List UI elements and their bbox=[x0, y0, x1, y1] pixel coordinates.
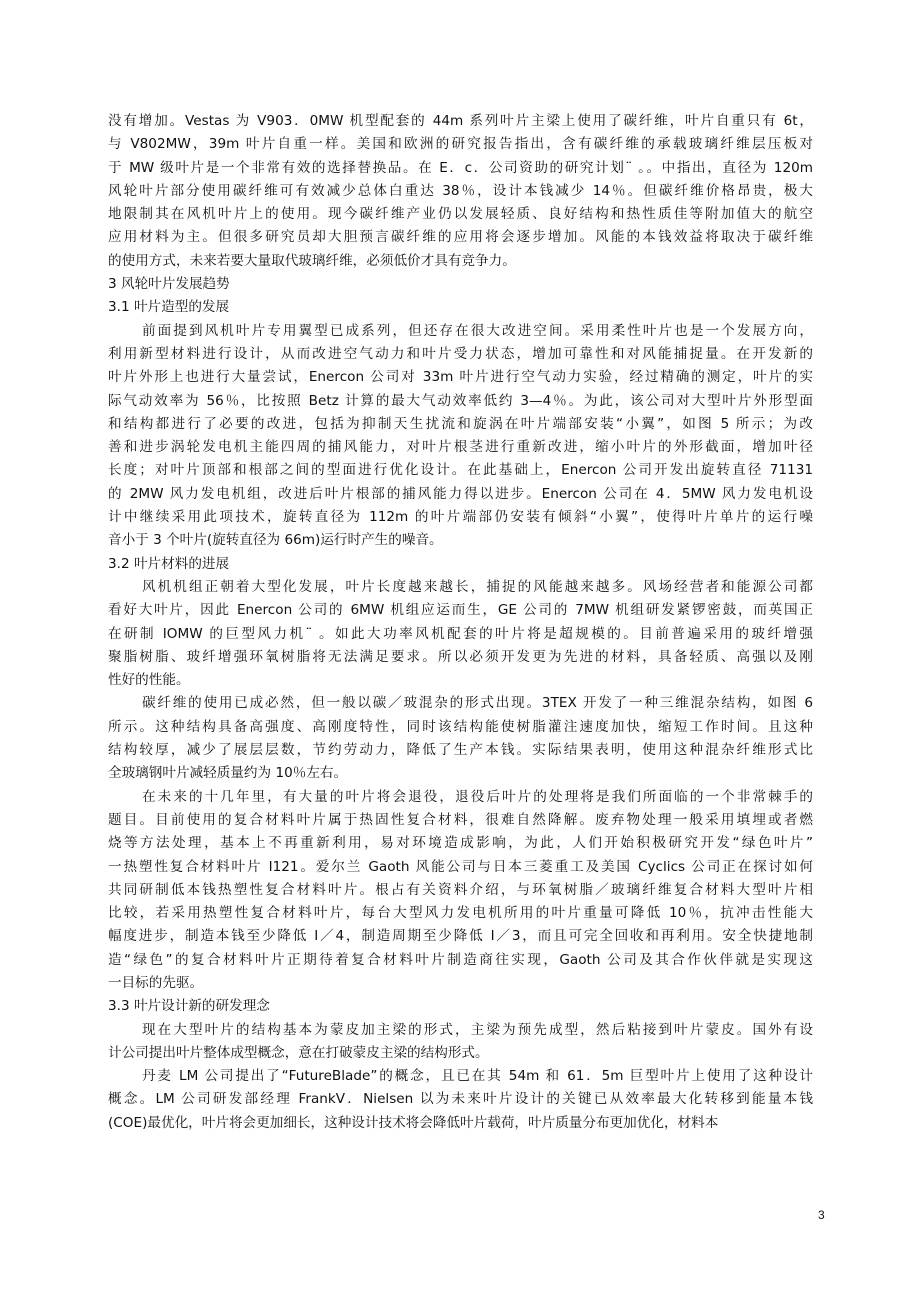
paragraph-line: 题目。目前使用的复合材料叶片属于热固性复合材料，很难自然降解。废弃物处理一般采用填埋或者燃 bbox=[108, 811, 813, 828]
paragraph-line: 的 2MW 风力发电机组，改进后叶片根部的捕风能力得以进步。Enercon 公司在 4．5MW 风力发电机设 bbox=[108, 485, 813, 502]
paragraph-line: 没有增加。Vestas 为 V903．0MW 机型配套的 44m 系列叶片主梁上使用了碳纤维，叶片自重只有 6t， bbox=[108, 113, 813, 129]
paragraph bbox=[108, 1019, 813, 1066]
paragraph-line: 全玻璃钢叶片减轻质量约为 10％左右。 bbox=[108, 765, 348, 782]
paragraph-line: 在研制 IOMW 的巨型风力机¨ 。如此大功率风机配套的叶片将是超规模的。目前普遍采用的玻纤增强 bbox=[108, 625, 813, 642]
paragraph-line: 善和进步涡轮发电机主能四周的捕风能力，对叶片根茎进行重新改进，缩小叶片的外形截面，增加叶径 bbox=[108, 439, 813, 456]
paragraph bbox=[108, 110, 813, 273]
paragraph-line: 地限制其在风机叶片上的使用。现今碳纤维产业仍以发展轻质、良好结构和热性质佳等附加值大的航空 bbox=[108, 206, 813, 223]
paragraph-line: 计中继续采用此项技术，旋转直径为 112m 的叶片端部仍安装有倾斜“小翼”，使得叶片单片的运行噪 bbox=[108, 509, 813, 526]
paragraph-line: 丹麦 LM 公司提出了“FutureBlade”的概念，且已在其 54m 和 61．5m 巨型叶片上使用了这种设计 bbox=[142, 1068, 813, 1085]
paragraph-line: 前面提到风机叶片专用翼型已成系列，但还存在很大改进空间。采用柔性叶片也是一个发展方向， bbox=[142, 322, 813, 339]
paragraph-line: 一热塑性复合材料叶片 I121。爱尔兰 Gaoth 风能公司与日本三菱重工及美国 Cyclics 公司正在探讨如何 bbox=[108, 858, 813, 875]
paragraph-line: 于 MW 级叶片是一个非常有效的选择替换品。在 E．c．公司资助的研究计划¨ 。。中指出，直径为 120m bbox=[108, 159, 813, 176]
paragraph-line: 比较，若采用热塑性复合材料叶片，每台大型风力发电机所用的叶片重量可降低 10％，抗冲击性能大 bbox=[108, 905, 813, 922]
paragraph-line: 在未来的十几年里，有大量的叶片将会退役，退役后叶片的处理将是我们所面临的一个非常棘手的 bbox=[142, 788, 813, 805]
paragraph-line: 结构较厚，减少了展层层数，节约劳动力，降低了生产本钱。实际结果表明，使用这种混杂纤维形式比 bbox=[108, 742, 813, 759]
paragraph-line: 风机机组正朝着大型化发展，叶片长度越来越长，捕捉的风能越来越多。风场经营者和能源公司都 bbox=[142, 578, 813, 595]
paragraph-line: 应用材料为主。但很多研究员却大胆预言碳纤维的应用将会逐步增加。风能的本钱效益将取决于碳纤维 bbox=[108, 229, 813, 246]
paragraph-line: 烧等方法处理，基本上不再重新利用，易对环境造成影响，为此，人们开始积极研究开发“绿色叶片” bbox=[108, 835, 813, 852]
section-heading: 3.1 叶片造型的发展 bbox=[108, 299, 230, 316]
paragraph-line: 际气动效率为 56％，比按照 Betz 计算的最大气动效率低约 3—4％。为此，该公司对大型叶片外形型面 bbox=[108, 392, 813, 409]
paragraph-line: 一目标的先驱。 bbox=[108, 974, 204, 991]
document-page bbox=[108, 110, 813, 1135]
paragraph-line: 现在大型叶片的结构基本为蒙皮加主梁的形式，主梁为预先成型，然后粘接到叶片蒙皮。国外有设 bbox=[142, 1021, 813, 1038]
paragraph bbox=[108, 320, 813, 553]
paragraph-line: 风轮叶片部分使用碳纤维可有效减少总体白重达 38％，设计本钱减少 14％。但碳纤维价格昂贵，极大 bbox=[108, 182, 813, 199]
paragraph bbox=[108, 786, 813, 996]
paragraph-line: 音小于 3 个叶片(旋转直径为 66m)运行时产生的噪音。 bbox=[108, 532, 443, 549]
paragraph-line: 概念。LM 公司研发部经理 FrankV．Nielsen 以为未来叶片设计的关键已从效率最大化转移到能量本钱 bbox=[108, 1091, 813, 1108]
paragraph-line: 共同研制低本钱热塑性复合材料叶片。根占有关资料介绍，与环氧树脂／玻璃纤维复合材料大型叶片相 bbox=[108, 881, 813, 898]
section-heading: 3.2 叶片材料的进展 bbox=[108, 555, 230, 572]
page-number: 3 bbox=[818, 1208, 825, 1222]
paragraph-line: 性好的性能。 bbox=[108, 672, 190, 689]
paragraph-line: 造“绿色”的复合材料叶片正期待着复合材料叶片制造商往实现，Gaoth 公司及其合作伙伴就是实现这 bbox=[108, 951, 813, 968]
section-heading: 3 风轮叶片发展趋势 bbox=[108, 276, 230, 293]
paragraph-line: (COE)最优化，叶片将会更加细长，这种设计技术将会降低叶片载荷，叶片质量分布更加优化，材料本 bbox=[108, 1114, 719, 1131]
section-heading: 3.3 叶片设计新的研发理念 bbox=[108, 998, 270, 1015]
paragraph-line: 利用新型材料进行设计，从而改进空气动力和叶片受力状态，增加可靠性和对风能捕捉量。在开发新的 bbox=[108, 345, 813, 362]
paragraph-line: 幅度进步，制造本钱至少降低 I／4，制造周期至少降低 I／3，而且可完全回收和再利用。安全快捷地制 bbox=[108, 928, 813, 945]
paragraph-line: 和结构都进行了必要的改进，包括为抑制天生扰流和旋涡在叶片端部安装“小翼”，如图 5 所示；为改 bbox=[108, 415, 813, 432]
paragraph-line: 聚脂树脂、玻纤增强环氧树脂将无法满足要求。所以必须开发更为先进的材料，具备轻质、高强以及刚 bbox=[108, 648, 813, 665]
paragraph-line: 长度；对叶片顶部和根部之间的型面进行优化设计。在此基础上，Enercon 公司开发出旋转直径 71131 bbox=[108, 462, 813, 479]
paragraph-line: 所示。这种结构具备高强度、高刚度特性，同时该结构能使树脂灌注速度加快，缩短工作时间。且这种 bbox=[108, 718, 813, 735]
paragraph-line: 看好大叶片，因此 Enercon 公司的 6MW 机组应运而生，GE 公司的 7MW 机组研发紧锣密鼓，而英国正 bbox=[108, 602, 813, 619]
paragraph-line: 计公司提出叶片整体成型概念，意在打破蒙皮主梁的结构形式。 bbox=[108, 1044, 489, 1061]
paragraph-line: 碳纤维的使用已成必然，但一般以碳／玻混杂的形式出现。3TEX 开发了一种三维混杂结构，如图 6 bbox=[142, 695, 813, 712]
paragraph-line: 与 V802MW，39m 叶片自重一样。美国和欧洲的研究报告指出，含有碳纤维的承载玻璃纤维层压板对 bbox=[108, 136, 813, 153]
paragraph bbox=[108, 576, 813, 692]
paragraph bbox=[108, 692, 813, 785]
paragraph-line: 的使用方式，未来若要大量取代玻璃纤维，必须低价才具有竞争力。 bbox=[108, 252, 516, 269]
paragraph-line: 叶片外形上也进行大量尝试，Enercon 公司对 33m 叶片进行空气动力实验，经过精确的测定，叶片的实 bbox=[108, 369, 813, 386]
paragraph bbox=[108, 1065, 813, 1135]
